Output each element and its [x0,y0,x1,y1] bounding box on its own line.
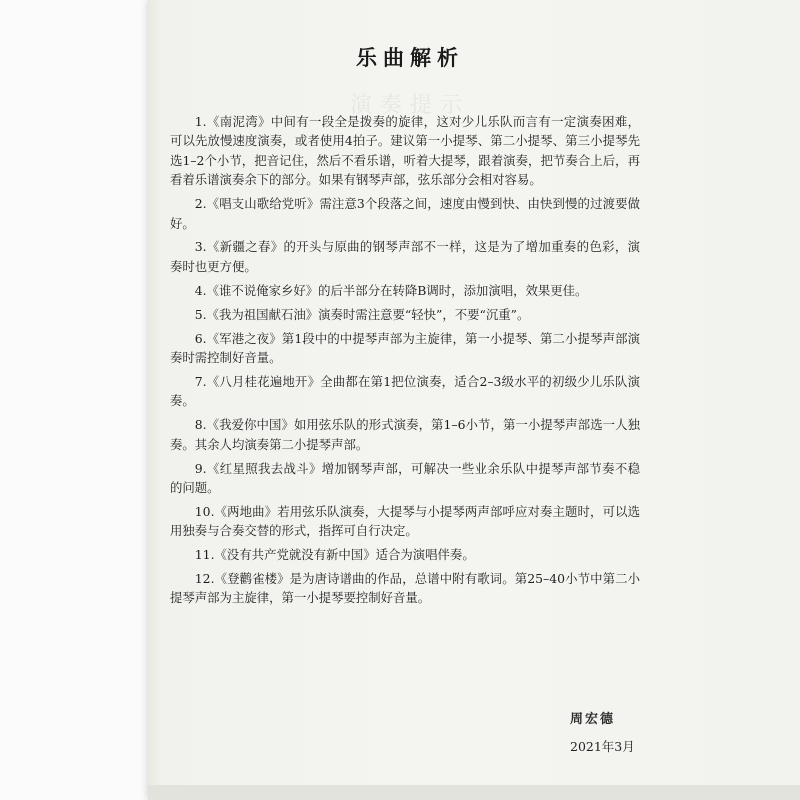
signature-date: 2021年3月 [570,739,635,754]
analysis-paragraph-10: 10.《两地曲》若用弦乐队演奏，大提琴与小提琴两声部呼应对奏主题时，可以选用独奏与合奏交替的形式，指挥可自行决定。 [170,503,640,539]
author-signature: 周宏德 [570,712,616,727]
analysis-paragraph-1: 1.《南泥湾》中间有一段全是拨奏的旋律，这对少儿乐队而言有一定演奏困难，可以先放慢速度演奏，或者使用4拍子。建议第一小提琴、第二小提琴、第三小提琴先选1–2个小节，把音记住，然后不看乐谱，听着大提琴，跟着演奏，把节奏合上后，再看着乐谱演奏余下的部分。如果有钢琴声部，弦乐部分会相对容易。 [170,114,640,188]
analysis-paragraph-8: 8.《我爱你中国》如用弦乐队的形式演奏，第1–6小节，第一小提琴声部选一人独奏。其余人均演奏第二小提琴声部。 [170,417,640,452]
analysis-paragraph-5: 5.《我为祖国献石油》演奏时需注意要“轻快”，不要“沉重”。 [194,306,530,322]
page-edge-shadow [148,785,800,800]
analysis-paragraph-7: 7.《八月桂花遍地开》全曲都在第1把位演奏，适合2–3级水平的初级少儿乐队演奏。 [170,373,640,409]
analysis-paragraph-12: 12.《登鹳雀楼》是为唐诗谱曲的作品，总谱中附有歌词。第25–40小节中第二小提琴声部为主旋律，第一小提琴要控制好音量。 [170,571,640,606]
analysis-paragraph-11: 11.《没有共产党就没有新中国》适合为演唱伴奏。 [194,547,475,563]
analysis-body [170,112,640,612]
bleed-through-text: 演奏提示 [350,93,471,118]
page-title: 乐曲解析 [356,45,464,70]
analysis-paragraph-6: 6.《军港之夜》第1段中的中提琴声部为主旋律，第一小提琴、第二小提琴声部演奏时需控制好音量。 [170,330,640,365]
analysis-paragraph-4: 4.《谁不说俺家乡好》的后半部分在转降B调时，添加演唱，效果更佳。 [194,282,588,298]
analysis-paragraph-3: 3.《新疆之春》的开头与原曲的钢琴声部不一样，这是为了增加重奏的色彩，演奏时也更方便。 [170,239,640,274]
analysis-paragraph-2: 2.《唱支山歌给党听》需注意3个段落之间，速度由慢到快、由快到慢的过渡要做好。 [170,196,640,231]
analysis-paragraph-9: 9.《红星照我去战斗》增加钢琴声部，可解决一些业余乐队中提琴声部节奏不稳的问题。 [170,460,640,495]
